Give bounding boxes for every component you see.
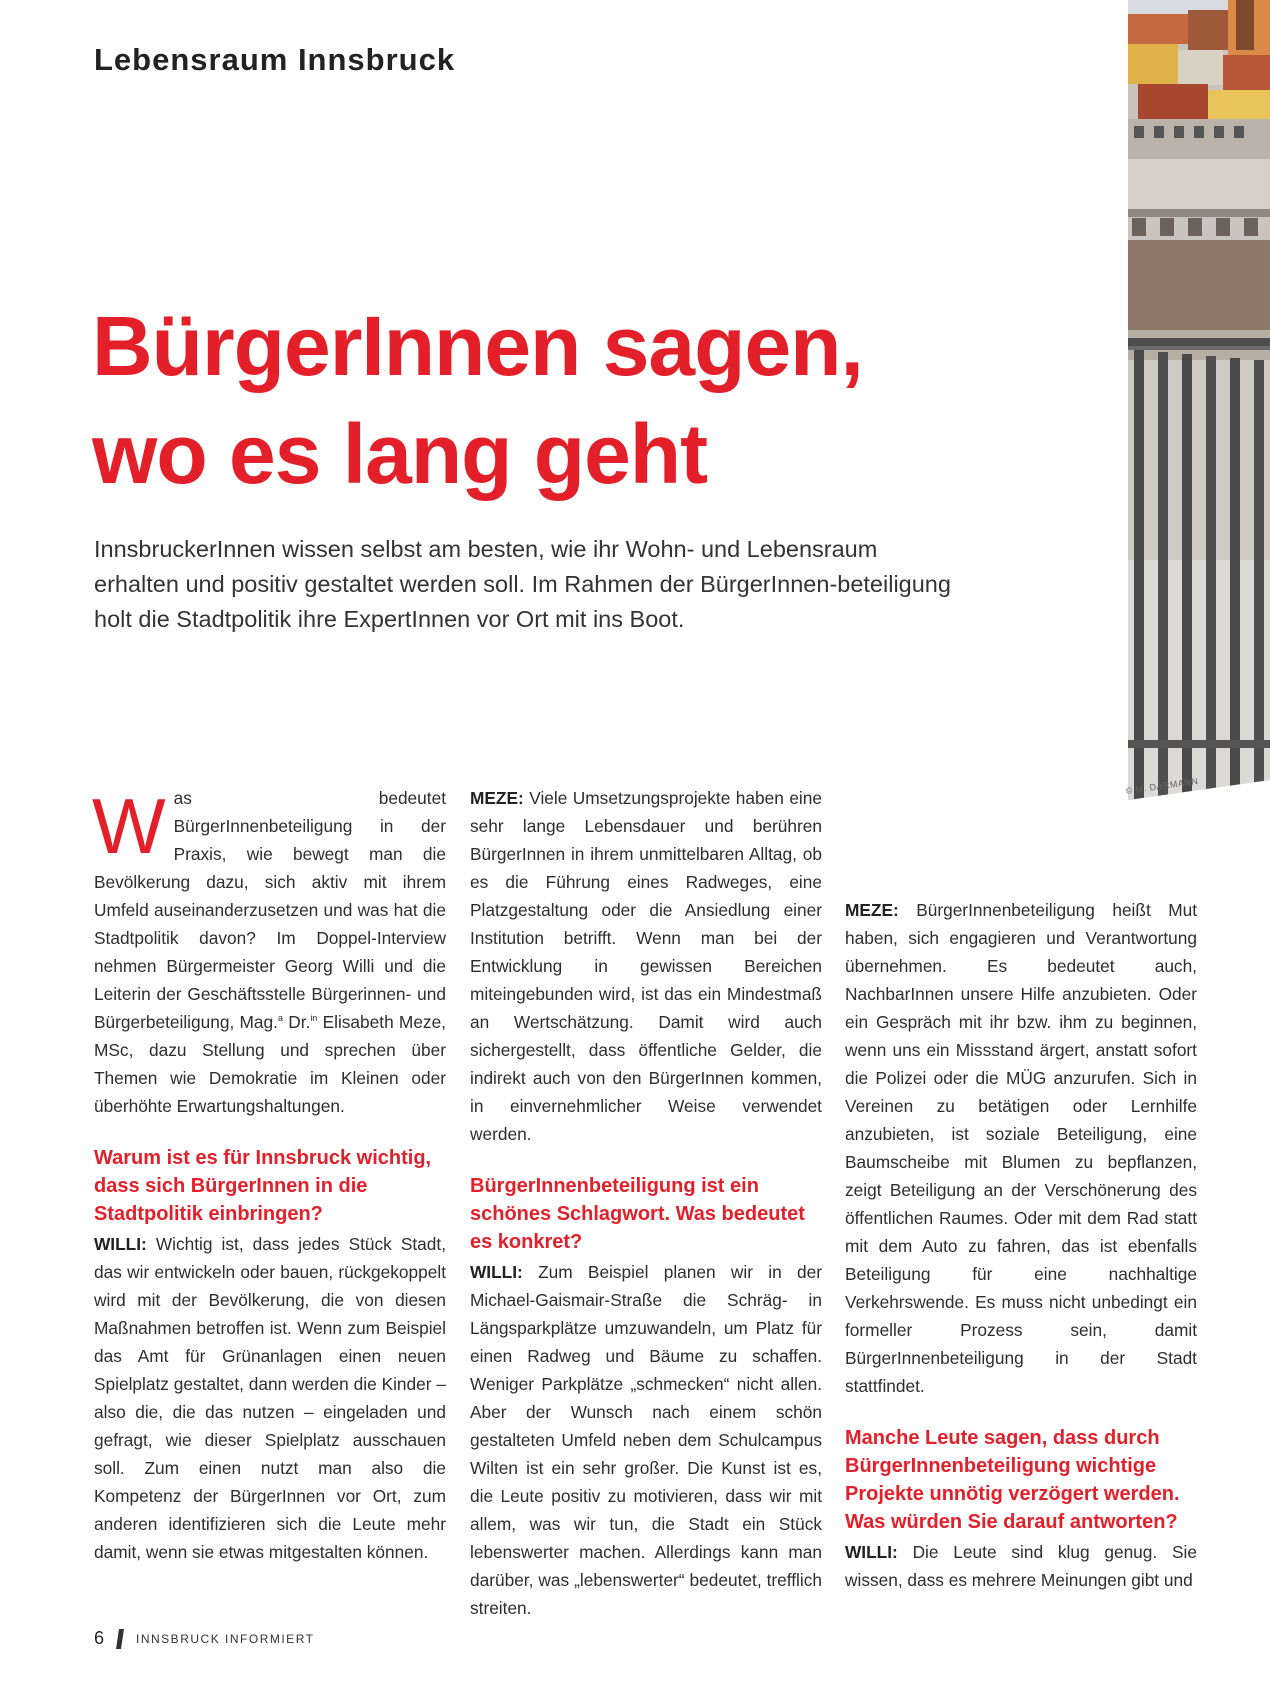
article-column-1 [94, 784, 446, 1580]
intro-text-a: as bedeutet BürgerInnenbeteiligung in der Praxis, wie bewegt man die Bevölkerung dazu, sich aktiv mit ihrem Umfeld auseinanderzusetzen und was hat die Stadtpolitik davon? Im Doppel-Interview nehmen Bürgermeister Georg Willi und die Leiterin der Geschäftsstelle Bürgerinnen- und Bürgerbeteiligung, Mag. [94, 788, 446, 1032]
intro-paragraph [94, 784, 446, 1120]
page-footer [94, 1628, 314, 1649]
city-photo [1128, 0, 1270, 800]
article-column-3 [845, 896, 1197, 1608]
headline [92, 292, 992, 508]
answer-text: Wichtig ist, dass jedes Stück Stadt, das wir entwickeln oder bauen, rückgekoppelt wird mit der Bevölkerung, die von diesen Maßnahmen betroffen ist. Wenn zum Beispiel das Amt für Grünanlagen einen neuen Spielplatz gestaltet, dann werden die Kinder – also die, die das nutzen – eingeladen und gefragt, wie dieser Spielplatz ausschauen soll. Zum einen nutzt man also die Kompetenz der BürgerInnen vor Ort, zum anderen identifizieren sich die Leute mehr damit, wenn sie etwas mitgestalten können. [94, 1234, 446, 1562]
answer-text: Zum Beispiel planen wir in der Michael-Gaismair-Straße die Schräg- in Längsparkplätze umzuwandeln, um Platz für einen Radweg und Bäume zu schaffen. Weniger Parkplätze „schmecken“ nicht allen. Aber der Wunsch nach einem schön gestalteten Umfeld neben dem Schulcampus Wilten ist ein sehr großer. Die Kunst ist es, die Leute positiv zu motivieren, dass wir mit allem, was wir tun, die Stadt ein Stück lebenswerter machen. Allerdings kann man darüber, was „lebenswerter“ bedeutet, trefflich streiten. [470, 1262, 822, 1618]
speaker-meze: MEZE: [845, 900, 899, 920]
publication-name: INNSBRUCK INFORMIERT [136, 1631, 315, 1646]
speaker-willi: WILLI: [845, 1542, 898, 1562]
answer-3 [845, 1538, 1197, 1594]
lead-paragraph: InnsbruckerInnen wissen selbst am besten, wie ihr Wohn- und Lebensraum erhalten und positiv gestaltet werden soll. Im Rahmen der BürgerInnen-beteiligung holt die Stadtpolitik ihre ExpertInnen vor Ort mit ins Boot. [94, 536, 951, 632]
question-3: Manche Leute sagen, dass durch BürgerInnenbeteiligung wichtige Projekte unnötig verzögert werden. Was würden Sie darauf antworten? [845, 1427, 1180, 1533]
article-column-2 [470, 784, 822, 1636]
slash-icon [116, 1629, 124, 1649]
headline-line-1: BürgerInnen sagen, [92, 299, 863, 393]
drop-cap: W [92, 782, 166, 870]
headline-line-2: wo es lang geht [92, 407, 708, 501]
answer-meze-1 [470, 784, 822, 1148]
superscript-a: a [277, 1013, 283, 1024]
superscript-in: in [310, 1013, 318, 1024]
answer-meze-2 [845, 896, 1197, 1400]
page-number: 6 [94, 1628, 105, 1648]
answer-1 [94, 1230, 446, 1566]
section-label: Lebensraum Innsbruck [94, 42, 456, 77]
intro-text-c: Elisabeth Meze, MSc, dazu Stellung und sprechen über Themen wie Demokratie im Kleinen oder überhöhte Erwartungshaltungen. [94, 1012, 446, 1116]
answer-text: Die Leute sind klug genug. Sie wissen, dass es mehrere Meinungen gibt und [845, 1542, 1197, 1590]
speaker-willi: WILLI: [94, 1234, 147, 1254]
question-1: Warum ist es für Innsbruck wichtig, dass sich BürgerInnen in die Stadtpolitik einbringen? [94, 1147, 432, 1225]
answer-text: Viele Umsetzungsprojekte haben eine sehr lange Lebensdauer und berühren BürgerInnen in ihrem unmittelbaren Alltag, ob es die Führung eines Radweges, eine Platzgestaltung oder die Ansiedlung einer Institution betrifft. Wenn man bei der Entwicklung in gewissen Bereichen miteingebunden wird, ist das ein Mindestmaß an Wertschätzung. Damit wird auch sichergestellt, dass öffentliche Gelder, die indirekt auch von den BürgerInnen kommen, in einvernehmlicher Weise verwendet werden. [470, 788, 822, 1144]
photo-credit: © M. DARMANN [1125, 775, 1199, 796]
speaker-willi: WILLI: [470, 1262, 523, 1282]
speaker-meze: MEZE: [470, 788, 524, 808]
intro-text-b: Dr. [282, 1012, 311, 1032]
answer-text: BürgerInnenbeteiligung heißt Mut haben, sich engagieren und Verantwortung übernehmen. Es bedeutet auch, NachbarInnen unsere Hilfe anzubieten. Oder ein Gespräch mit ihr bzw. ihm zu beginnen, wenn uns ein Missstand ärgert, anstatt sofort die Polizei oder die MÜG anzurufen. Sich in Vereinen zu betätigen oder Lernhilfe anzubieten, ist soziale Beteiligung, eine Baumscheibe mit Blumen zu bepflanzen, zeigt Beteiligung an der Verschönerung des öffentlichen Raumes. Oder mit dem Rad statt mit dem Auto zu fahren, das ist ebenfalls Beteiligung für eine nachhaltige Verkehrswende. Es muss nicht unbedingt ein formeller Prozess sein, damit BürgerInnenbeteiligung in der Stadt stattfindet. [845, 900, 1197, 1396]
question-2: BürgerInnenbeteiligung ist ein schönes Schlagwort. Was bedeutet es konkret? [470, 1175, 805, 1253]
answer-2 [470, 1258, 822, 1622]
